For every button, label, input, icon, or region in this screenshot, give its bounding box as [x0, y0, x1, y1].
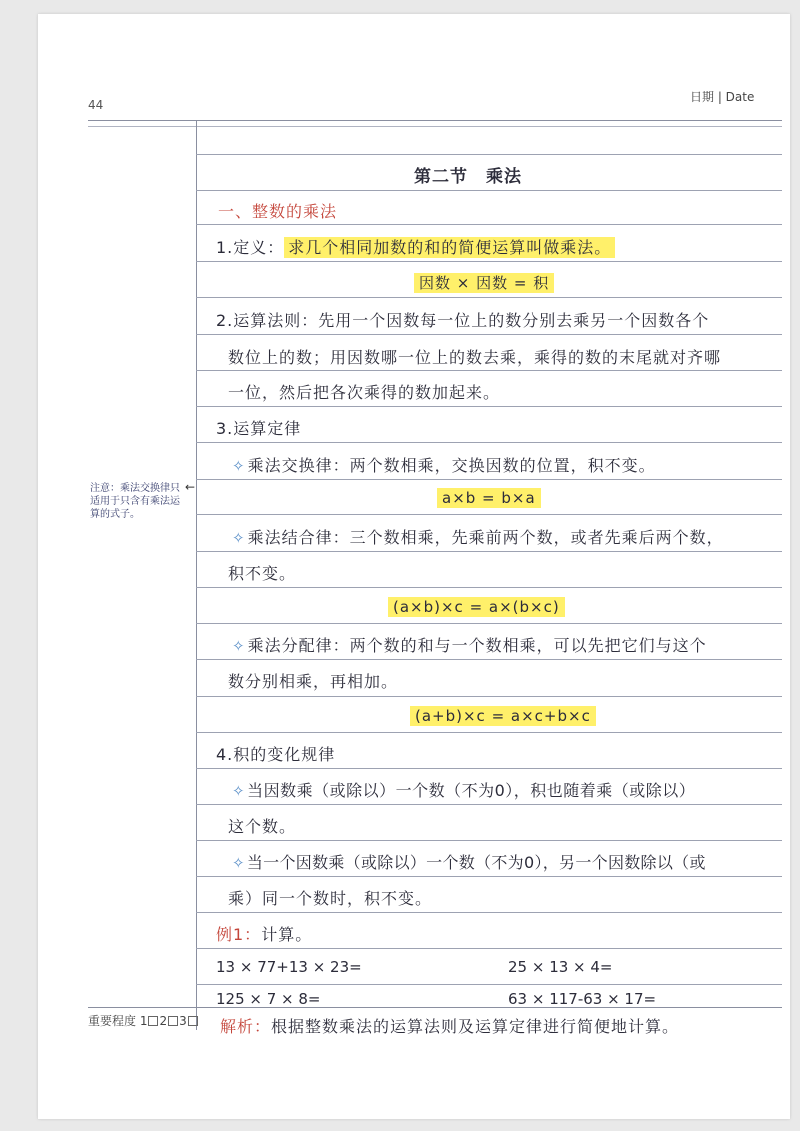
star-icon: ✧ — [232, 854, 245, 872]
exercise-3: 125 × 7 × 8= — [216, 990, 321, 1008]
ruled-line — [196, 912, 782, 913]
ruled-line — [196, 297, 782, 298]
header-rule-secondary — [88, 126, 782, 127]
exercise-4: 63 × 117-63 × 17= — [508, 990, 657, 1008]
formula-definition: 因数 × 因数 = 积 — [414, 273, 554, 293]
change-rule-1-line-2: 这个数。 — [228, 817, 297, 836]
formula-distributive: (a+b)×c = a×c+b×c — [410, 706, 596, 726]
definition-line — [216, 235, 615, 258]
ruled-line — [196, 442, 782, 443]
section-title: 第二节 乘法 — [414, 167, 522, 187]
header-rule — [88, 120, 782, 121]
star-icon: ✧ — [232, 457, 246, 475]
subsection-heading: 一、整数的乘法 — [218, 202, 338, 221]
change-rule-1-text: 当因数乘（或除以）一个数（不为0），积也随着乘（或除以） — [247, 781, 696, 800]
ruled-line — [196, 984, 782, 985]
ruled-line — [196, 623, 782, 624]
law-associative-line-2: 积不变。 — [228, 564, 297, 583]
ruled-line — [196, 514, 782, 515]
importance-rating — [88, 1012, 199, 1029]
formula-commutative-wrap — [437, 488, 541, 507]
analysis-text: 根据整数乘法的运算法则及运算定律进行简便地计算。 — [271, 1017, 680, 1036]
analysis-label: 解析： — [220, 1017, 272, 1036]
definition-label: 1.定义： — [216, 238, 285, 257]
margin-arrow-icon: ← — [185, 480, 196, 494]
star-icon: ✧ — [232, 637, 246, 655]
ruled-line — [196, 659, 782, 660]
importance-level-1[interactable]: 1 — [139, 1014, 148, 1028]
importance-label: 重要程度 — [88, 1014, 137, 1028]
date-label: 日期 | Date — [690, 90, 755, 104]
change-rule-2-line-2: 乘）同一个数时，积不变。 — [228, 889, 433, 908]
margin-line — [196, 120, 197, 1030]
ruled-line — [196, 406, 782, 407]
footer-rule — [88, 1007, 782, 1008]
example-text: 计算。 — [261, 925, 313, 944]
change-rule-2 — [232, 850, 706, 873]
ruled-line — [196, 224, 782, 225]
change-heading: 4.积的变化规律 — [216, 745, 336, 764]
ruled-line — [196, 190, 782, 191]
law-associative-text: 乘法结合律：三个数相乘，先乘前两个数，或者先乘后两个数， — [247, 528, 724, 547]
ruled-line — [196, 551, 782, 552]
importance-level-3[interactable]: 3 — [179, 1014, 187, 1028]
ruled-line — [196, 768, 782, 769]
law-associative — [232, 525, 724, 548]
ruled-line — [196, 840, 782, 841]
law-commutative-text: 乘法交换律：两个数相乘，交换因数的位置，积不变。 — [247, 456, 656, 475]
margin-note: 注意：乘法交换律只适用于只含有乘法运算的式子。 — [90, 483, 180, 520]
ruled-line — [196, 479, 782, 480]
rule-line-2: 数位上的数；用因数哪一位上的数去乘，乘得的数的末尾就对齐哪 — [228, 348, 722, 367]
definition-text: 求几个相同加数的和的简便运算叫做乘法。 — [284, 237, 615, 258]
law-distributive-line-2: 数分别相乘，再相加。 — [228, 672, 399, 691]
ruled-line — [196, 334, 782, 335]
notebook-page — [38, 14, 790, 1119]
importance-level-2[interactable]: 2 — [159, 1014, 168, 1028]
example-line — [216, 922, 312, 945]
ruled-line — [196, 154, 782, 155]
ruled-line — [196, 370, 782, 371]
laws-heading: 3.运算定律 — [216, 419, 302, 438]
law-commutative — [232, 453, 656, 476]
star-icon: ✧ — [232, 529, 246, 547]
ruled-line — [196, 876, 782, 877]
change-rule-1 — [232, 778, 695, 801]
law-distributive — [232, 633, 707, 656]
ruled-line — [196, 587, 782, 588]
formula-distributive-wrap — [410, 706, 596, 725]
law-distributive-text: 乘法分配律：两个数的和与一个数相乘，可以先把它们与这个 — [247, 636, 707, 655]
page-number: 44 — [88, 98, 104, 112]
exercise-1: 13 × 77+13 × 23= — [216, 958, 362, 976]
rule-line-1: 2.运算法则：先用一个因数每一位上的数分别去乘另一个因数各个 — [216, 311, 710, 330]
exercise-2: 25 × 13 × 4= — [508, 958, 613, 976]
ruled-line — [196, 261, 782, 262]
checkbox-icon[interactable] — [168, 1016, 178, 1026]
star-icon: ✧ — [232, 782, 246, 800]
analysis-line — [220, 1014, 679, 1037]
formula-associative-wrap — [388, 597, 565, 616]
formula-commutative: a×b = b×a — [437, 488, 541, 508]
checkbox-icon[interactable] — [148, 1016, 158, 1026]
ruled-line — [196, 732, 782, 733]
change-rule-2-text: 当一个因数乘（或除以）一个数（不为0），另一个因数除以（或 — [246, 853, 706, 872]
ruled-line — [196, 696, 782, 697]
rule-line-3: 一位，然后把各次乘得的数加起来。 — [228, 383, 501, 402]
checkbox-icon[interactable] — [188, 1016, 198, 1026]
ruled-line — [196, 804, 782, 805]
formula-definition-wrap — [414, 272, 554, 293]
ruled-line — [196, 948, 782, 949]
example-label: 例1： — [216, 925, 262, 944]
formula-associative: (a×b)×c = a×(b×c) — [388, 597, 565, 617]
